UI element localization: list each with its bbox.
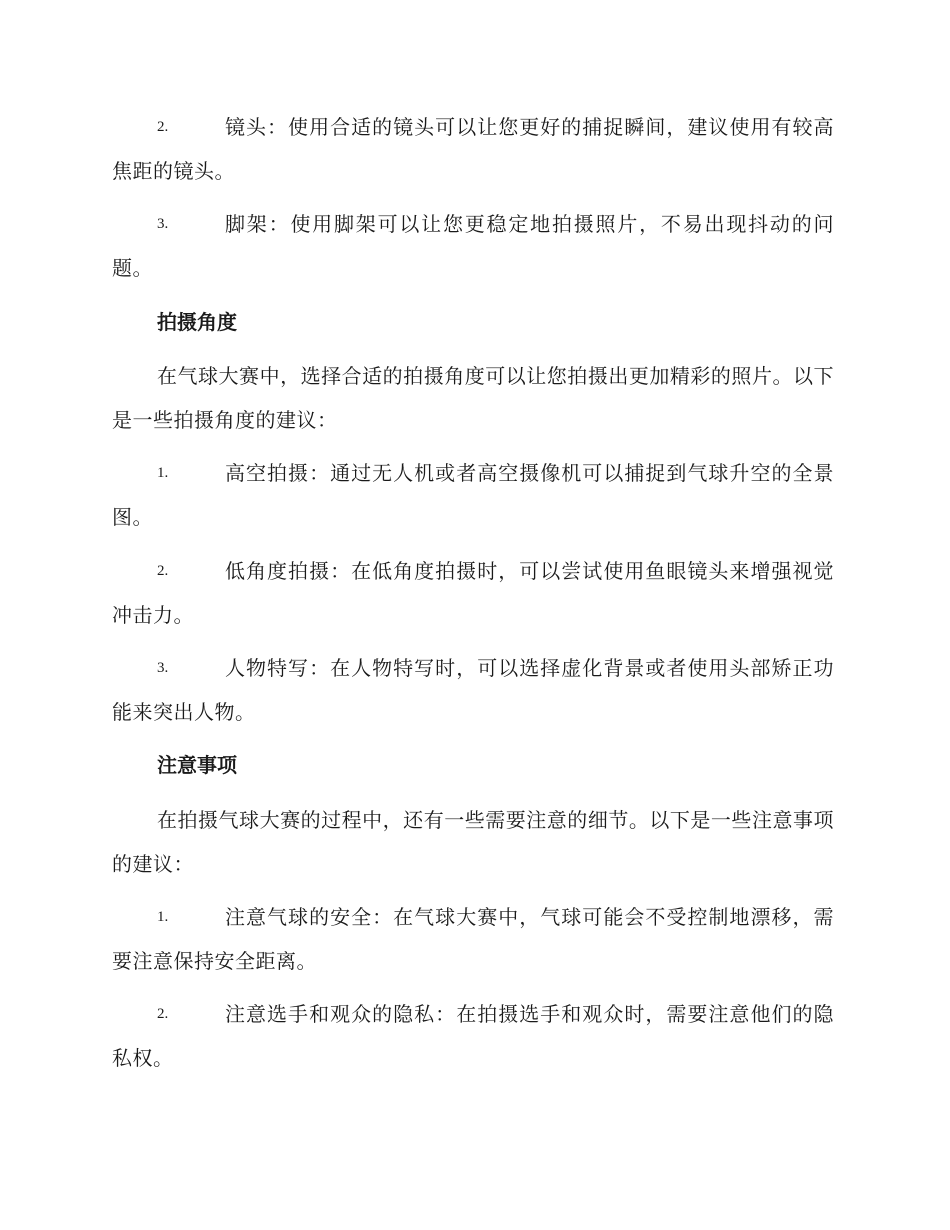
list-item	[112, 895, 834, 983]
section-heading-angle: 拍摄角度	[157, 310, 237, 334]
list-item	[112, 549, 834, 637]
list-text: 脚架：使用脚架可以让您更稳定地拍摄照片，不易出现抖动的问题。	[112, 212, 834, 280]
list-item	[112, 646, 834, 734]
list-number: 1.	[157, 909, 169, 925]
list-number: 2.	[157, 119, 169, 135]
list-number: 3.	[157, 660, 169, 676]
list-text: 低角度拍摄：在低角度拍摄时，可以尝试使用鱼眼镜头来增强视觉冲击力。	[112, 559, 834, 627]
list-item	[112, 451, 834, 539]
list-text: 镜头：使用合适的镜头可以让您更好的捕捉瞬间，建议使用有较高焦距的镜头。	[112, 115, 834, 183]
list-text: 高空拍摄：通过无人机或者高空摄像机可以捕捉到气球升空的全景图。	[112, 461, 834, 529]
section-intro-notes: 在拍摄气球大赛的过程中，还有一些需要注意的细节。以下是一些注意事项的建议：	[112, 808, 834, 876]
list-number: 1.	[157, 465, 169, 481]
list-number: 2.	[157, 1006, 169, 1022]
list-item	[112, 202, 834, 290]
list-text: 人物特写：在人物特写时，可以选择虚化背景或者使用头部矫正功能来突出人物。	[112, 656, 834, 724]
list-number: 3.	[157, 216, 169, 232]
list-item	[112, 105, 834, 193]
list-text: 注意气球的安全：在气球大赛中，气球可能会不受控制地漂移，需要注意保持安全距离。	[112, 905, 834, 973]
section-intro-angle: 在气球大赛中，选择合适的拍摄角度可以让您拍摄出更加精彩的照片。以下是一些拍摄角度的建议：	[112, 364, 834, 432]
list-item	[112, 992, 834, 1080]
list-number: 2.	[157, 563, 169, 579]
section-heading-notes: 注意事项	[157, 753, 237, 777]
list-text: 注意选手和观众的隐私：在拍摄选手和观众时，需要注意他们的隐私权。	[112, 1002, 834, 1070]
